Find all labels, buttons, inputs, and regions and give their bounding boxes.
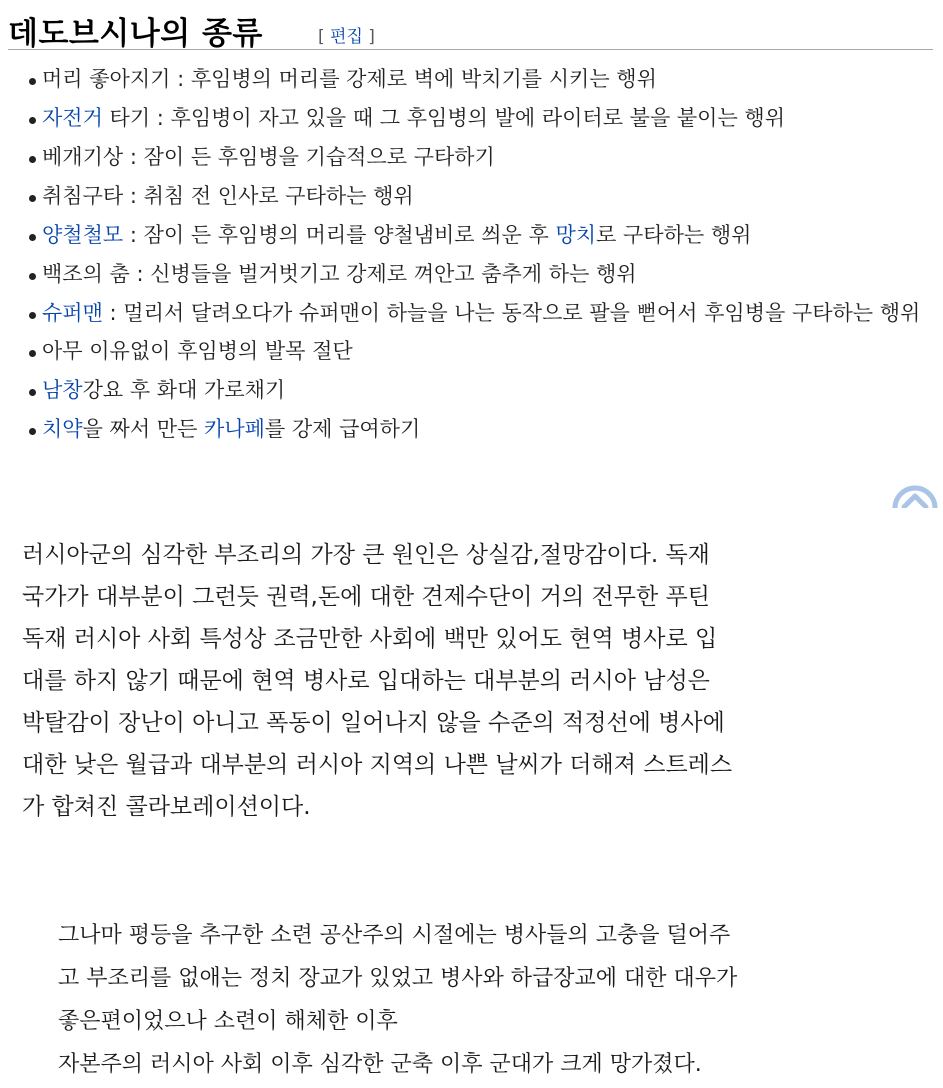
list-item [24,60,934,99]
hazing-types-list [24,60,934,449]
list-item [24,138,934,177]
list-item [24,99,934,138]
wiki-link[interactable]: 카나페 [204,417,265,441]
wiki-link[interactable]: 망치 [555,223,597,247]
item-text: 취침구타 : 취침 전 인사로 구타하는 행위 [42,184,414,208]
item-text: 백조의 춤 : 신병들을 벌거벗기고 강제로 껴안고 춤추게 하는 행위 [42,262,637,286]
list-item [24,294,934,332]
list-item [24,177,934,216]
item-text: : 잠이 든 후임병의 머리를 양철냄비로 씌운 후 [123,223,556,247]
edit-section [318,22,375,47]
list-item [24,371,934,410]
item-text: 베개기상 : 잠이 든 후임병을 기습적으로 구타하기 [42,145,495,169]
item-text: 타기 : 후임병이 자고 있을 때 그 후임병의 발에 라이터로 불을 붙이는 행위 [102,106,786,130]
wiki-link[interactable]: 양철철모 [42,223,124,247]
essay-line: 대를 하지 않기 때문에 현역 병사로 입대하는 대부분의 러시아 남성은 [22,668,710,694]
quote-line: 그나마 평등을 추구한 소련 공산주의 시절에는 병사들의 고충을 덜어주 [58,923,731,948]
essay-line: 러시아군의 심각한 부조리의 가장 큰 원인은 상실감,절망감이다. 독재 [22,542,710,568]
section-heading [8,6,933,50]
list-item [24,332,934,371]
wiki-link[interactable]: 남창 [42,378,83,402]
item-text: 아무 이유없이 후임병의 발목 절단 [42,339,353,363]
quote-line: 좋은편이었으나 소련이 해체한 이후 [58,1009,398,1034]
item-text: 로 구타하는 행위 [596,223,752,247]
essay-line: 국가가 대부분이 그런듯 권력,돈에 대한 견제수단이 거의 전무한 푸틴 [22,584,710,610]
essay-line: 대한 낮은 월급과 대부분의 러시아 지역의 나쁜 날씨가 더해져 스트레스 [22,752,733,778]
list-item [24,410,934,449]
wiki-link[interactable]: 자전거 [42,106,103,130]
essay-line: 독재 러시아 사회 특성상 조금만한 사회에 백만 있어도 현역 병사로 입 [22,626,718,652]
edit-bracket-open: [ [318,27,331,47]
item-text: 을 짜서 만든 [82,417,205,441]
list-item [24,255,934,294]
essay-paragraph [22,534,822,828]
item-text: 강요 후 화대 가로채기 [82,378,286,402]
item-text: 머리 좋아지기 : 후임병의 머리를 강제로 벽에 박치기를 시키는 행위 [42,67,657,91]
essay-line: 가 합쳐진 콜라보레이션이다. [22,794,311,820]
scroll-to-top-icon[interactable] [891,484,939,508]
section-title: 데도브시나의 종류 [8,16,263,52]
edit-bracket-close: ] [362,27,375,47]
essay-line: 박탈감이 장난이 아니고 폭동이 일어나지 않을 수준의 적정선에 병사에 [22,710,725,736]
quote-paragraph [58,914,818,1086]
item-text: : 멀리서 달려오다가 슈퍼맨이 하늘을 나는 동작으로 팔을 뻗어서 후임병을 구타하는 행위 [102,301,921,325]
quote-line: 자본주의 러시아 사회 이후 심각한 군축 이후 군대가 크게 망가졌다. [58,1052,702,1077]
wiki-link[interactable]: 치약 [42,417,83,441]
edit-link[interactable]: 편집 [330,27,363,47]
wiki-link[interactable]: 슈퍼맨 [42,301,103,325]
list-item [24,216,934,255]
item-text: 를 강제 급여하기 [264,417,421,441]
quote-line: 고 부조리를 없애는 정치 장교가 있었고 병사와 하급장교에 대한 대우가 [58,966,738,991]
